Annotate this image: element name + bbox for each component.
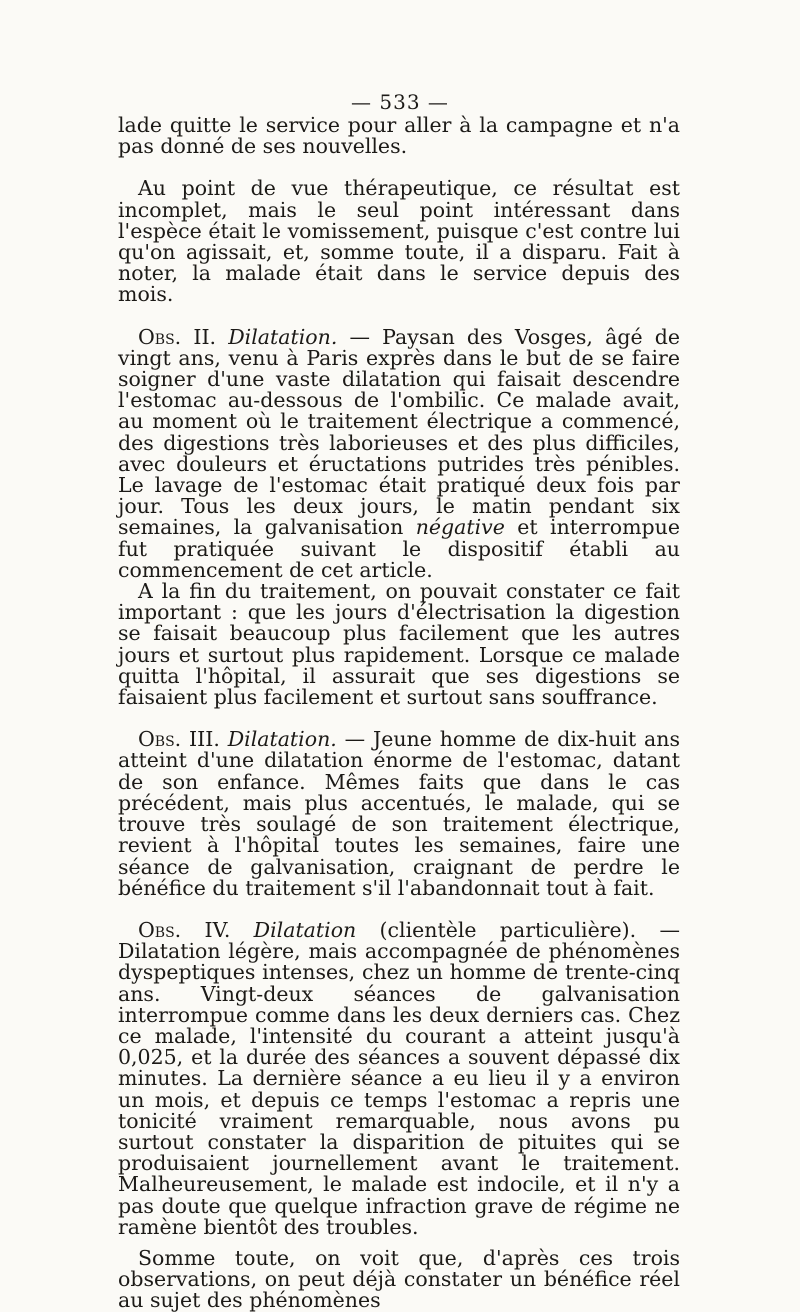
obs-text: — Paysan des Vosges, âgé de vingt ans, venu à Paris exprès dans le but de se faire soigner d'une vaste dilatation qui faisait descendre l'estomac au-dessous de l'ombilic. Ce malade avait, au moment où le traitement électrique a commencé, des digestions très laborieuses et des plus difficiles, avec douleurs et éructations putrides très pénibles. Le lavage de l'estomac était pratiqué deux fois par jour. Tous les deux jours, le matin pendant six semaines, la galvanisation [118,324,680,540]
obs-text: (clientèle particulière). — Dilatation légère, mais accompagnée de phénomènes dyspeptiques intenses, chez un homme de trente-cinq ans. Vingt-deux séances de galvanisation interrompue comme dans les deux derniers cas. Chez ce malade, l'intensité du courant a atteint jusqu'à 0,025, et la durée des séances a souvent dépassé dix minutes. La dernière séance a eu lieu il y a environ un mois, et depuis ce temps l'estomac a repris une tonicité vraiment remarquable, nous avons pu surtout constater la disparition de pituites qui se produisaient journellement avant le traitement. Malheureusement, le malade est indocile, et il n'y a pas doute que quelque infraction grave de régime ne ramène bientôt des troubles. [118,917,680,1239]
obs-title: Dilatation. [228,324,338,349]
obs-text-continued: et interrompue fut pratiquée suivant le dispositif établi au commencement de cet article. [118,515,680,582]
observation-4 [118,917,680,1239]
text-body [118,115,680,1312]
observation-3 [118,729,680,899]
obs-label: Obs. IV. [138,917,231,942]
paragraph-2: Au point de vue thérapeutique, ce résultat est incomplet, mais le seul point intéressant dans l'espèce était le vomissement, puisque c'est contre lui qu'on agissait, et, somme toute, il a disparu. Fait à noter, la malade était dans le service depuis des mois. [118,176,680,307]
obs-label: Obs. II. [138,324,217,349]
obs-title: Dilatation [253,917,357,942]
obs-text: — Jeune homme de dix-huit ans atteint d'une dilatation énorme de l'estomac, datant de son enfance. Mêmes faits que dans le cas précédent, mais plus accentués, le malade, qui se trouve très soulagé de son traitement électrique, revient à l'hôpital toutes les semaines, faire une séance de galvanisation, craignant de perdre le bénéfice du traitement s'il l'abandonnait tout à fait. [118,727,680,900]
observation-2 [118,324,680,582]
obs-emphasis: négative [415,515,505,540]
obs-label: Obs. III. [138,727,220,752]
paragraph-1: lade quitte le service pour aller à la campagne et n'a pas donné de ses nouvelles. [118,113,680,159]
obs-title: Dilatation. [227,727,337,752]
paragraph-4: A la fin du traitement, on pouvait constater ce fait important : que les jours d'électrisation la digestion se faisait beaucoup plus facilement que les autres jours et surtout plus rapidement. Lorsque ce malade quitta l'hôpital, il assurait que ses digestions se faisaient plus facilement et surtout sans souffrance. [118,579,680,710]
page-number: — 533 — [351,90,449,114]
paragraph-last: Somme toute, on voit que, d'après ces trois observations, on peut déjà constater un bénéfice réel au sujet des phénomènes [118,1245,680,1312]
